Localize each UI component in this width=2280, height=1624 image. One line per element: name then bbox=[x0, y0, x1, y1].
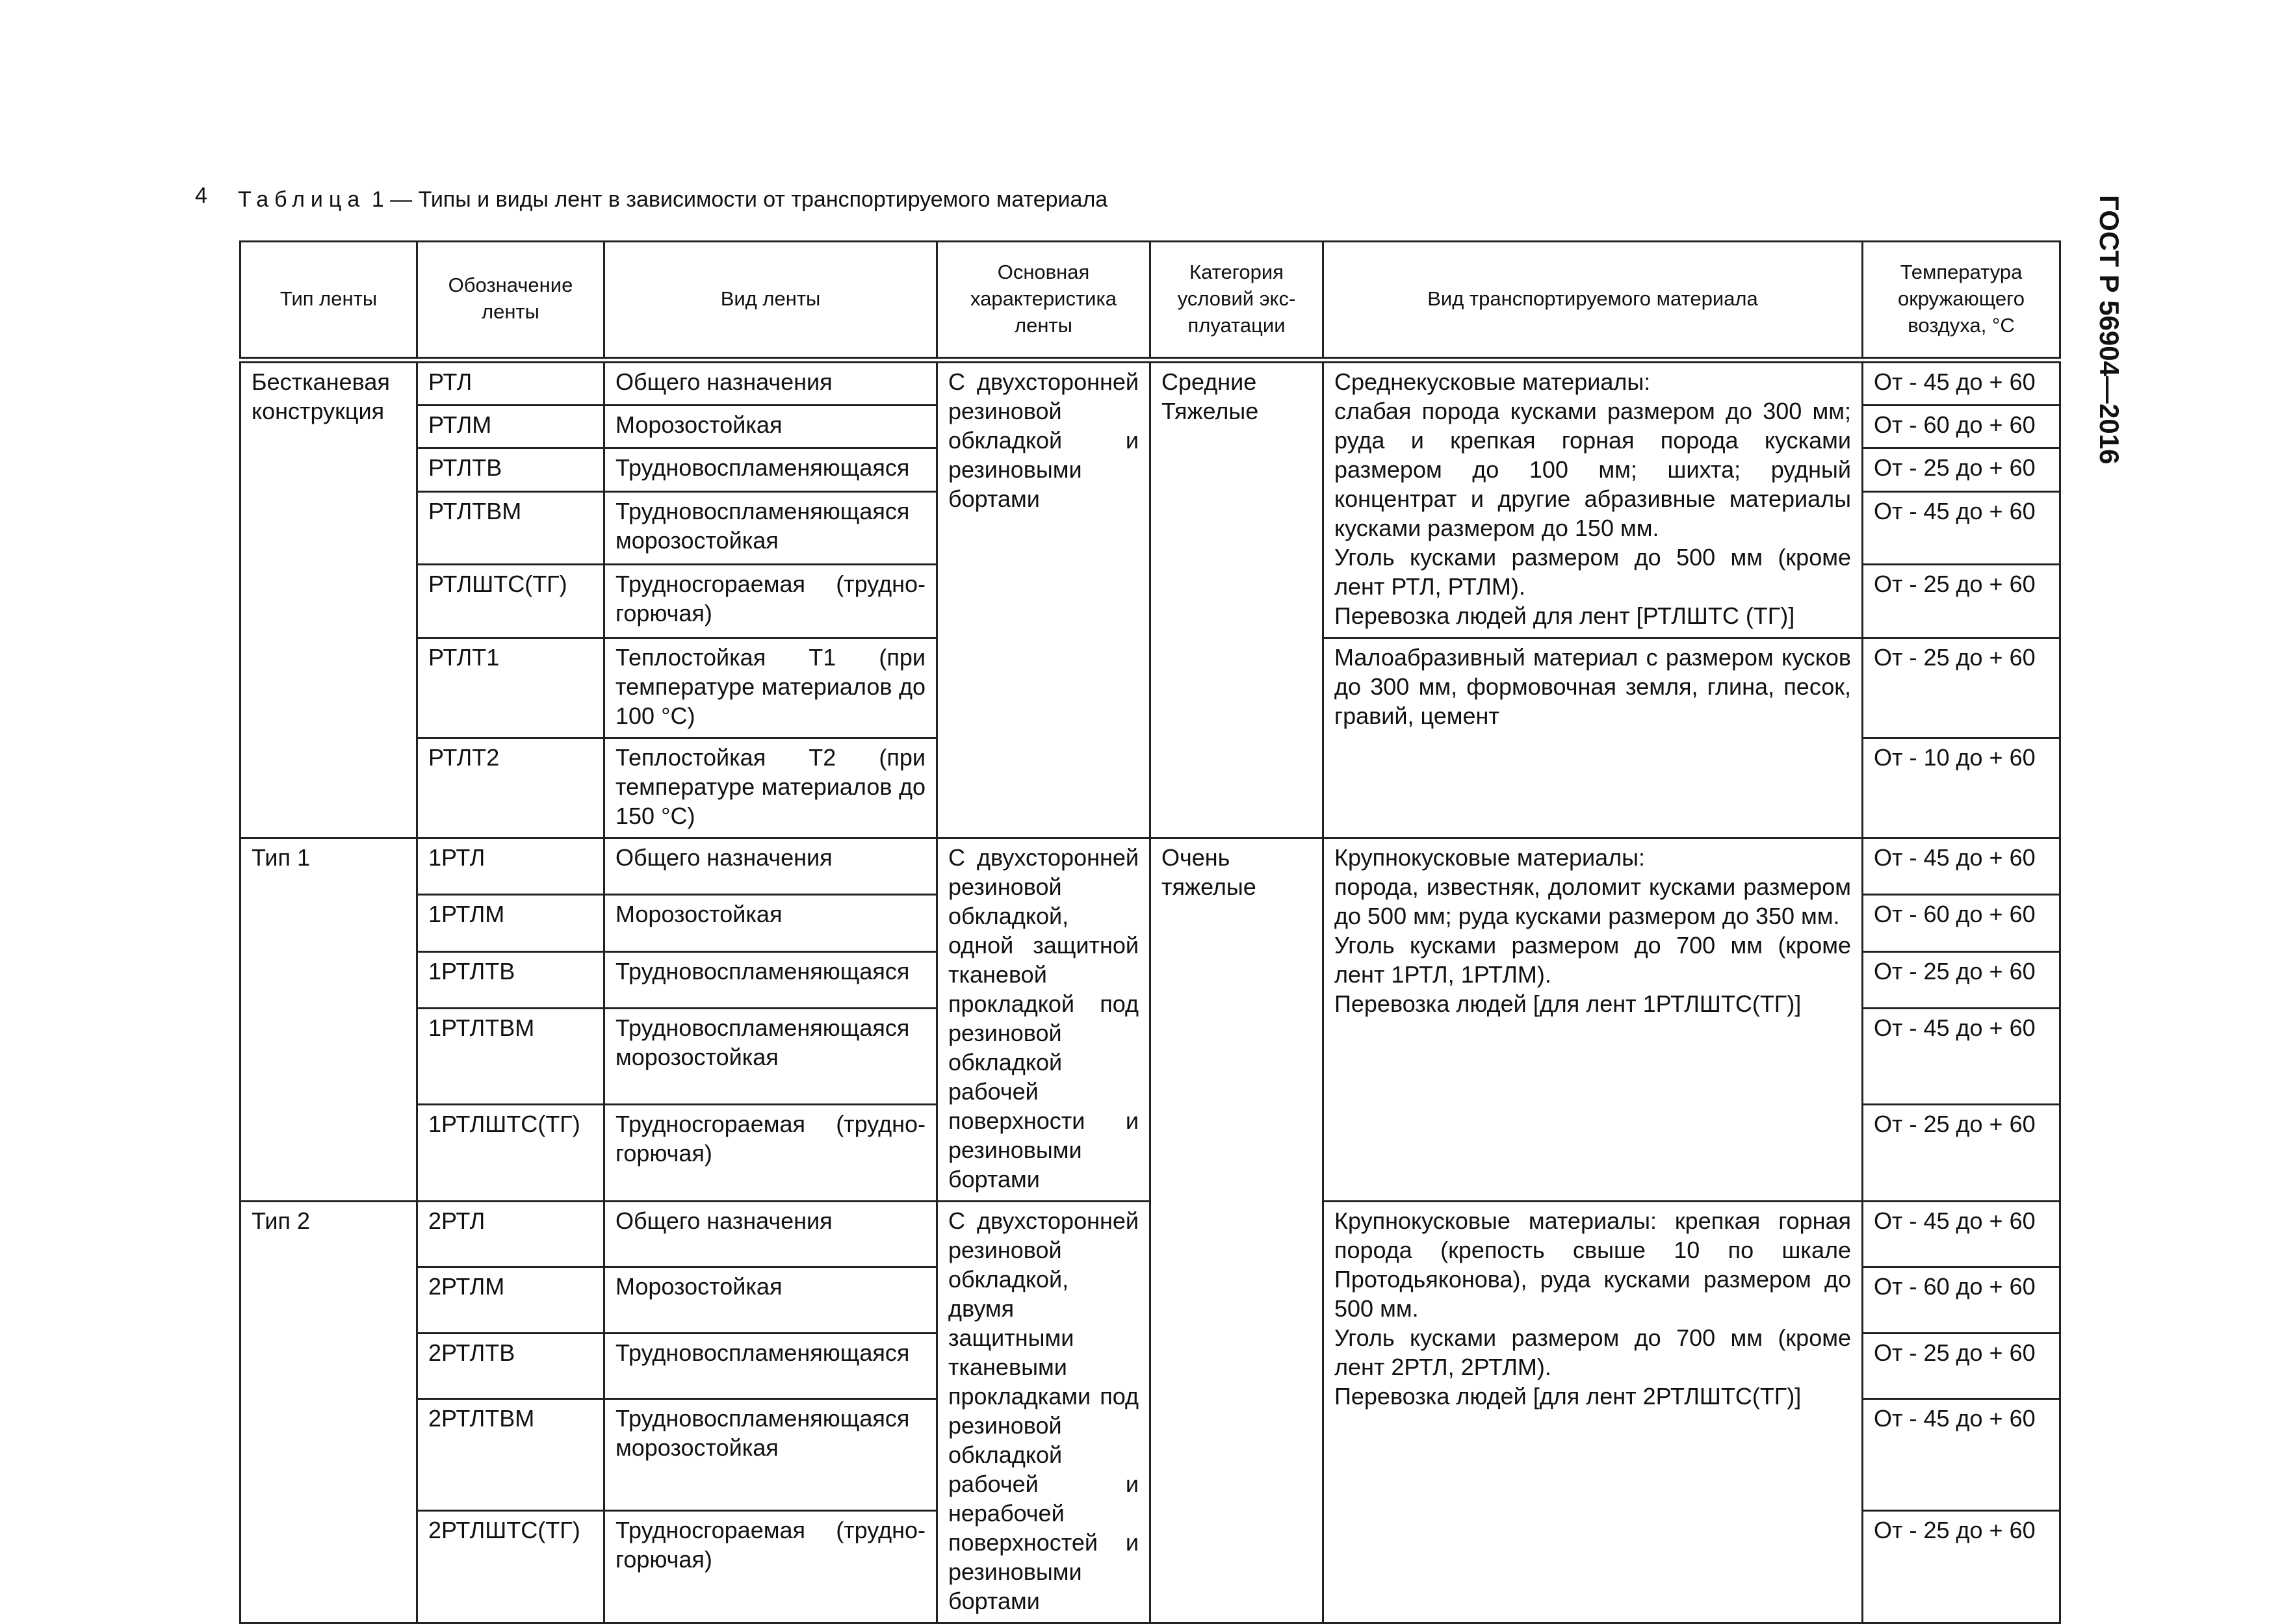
header-kind: Вид ленты bbox=[604, 242, 937, 361]
belt-type-cell: Бестканевая конструкция bbox=[240, 360, 417, 838]
header-category: Категория условий экс-плуатации bbox=[1150, 242, 1323, 361]
belt-kind: Общего назначения bbox=[604, 838, 937, 895]
material-line: Среднекусковые материалы: bbox=[1334, 368, 1651, 395]
belt-code: 1РТЛШТС(ТГ) bbox=[417, 1105, 604, 1202]
page-number: 4 bbox=[195, 183, 207, 208]
header-code: Обозначение ленты bbox=[417, 242, 604, 361]
material-line: Уголь кусками размером до 700 мм (кроме лент 1РТЛ, 1РТЛМ). bbox=[1334, 932, 1851, 988]
material-line: Перевозка людей [для лент 2РТЛШТС(ТГ)] bbox=[1334, 1383, 1802, 1410]
temperature-cell: От - 45 до + 60 bbox=[1863, 1008, 2060, 1105]
document-code: ГОСТ Р 56904—2016 bbox=[2094, 195, 2125, 465]
belt-code: РТЛТ1 bbox=[417, 638, 604, 738]
material-line: Перевозка людей для лент [РТЛШТС (ТГ)] bbox=[1334, 602, 1795, 629]
belt-code: РТЛШТС(ТГ) bbox=[417, 565, 604, 638]
table-row bbox=[240, 838, 2060, 895]
belt-code: 2РТЛТВМ bbox=[417, 1398, 604, 1511]
belt-kind: Общего назначения bbox=[604, 1202, 937, 1267]
material-line: Перевозка людей [для лент 1РТЛШТС(ТГ)] bbox=[1334, 990, 1802, 1017]
belt-code: 2РТЛТВ bbox=[417, 1333, 604, 1398]
belt-kind: Трудносгораемая (трудно-горючая) bbox=[604, 1511, 937, 1623]
belt-kind: Морозостойкая bbox=[604, 406, 937, 448]
belt-kind: Общего назначения bbox=[604, 360, 937, 406]
belt-code: РТЛ bbox=[417, 360, 604, 406]
category-cell: Очень тяжелые bbox=[1150, 838, 1323, 1623]
header-material: Вид транспортируемого материала bbox=[1323, 242, 1863, 361]
temperature-cell: От - 60 до + 60 bbox=[1863, 895, 2060, 951]
material-line: Уголь кусками размером до 500 мм (кроме лент РТЛ, РТЛМ). bbox=[1334, 544, 1851, 600]
temperature-cell: От - 25 до + 60 bbox=[1863, 1105, 2060, 1202]
material-line: Крупнокусковые материалы: bbox=[1334, 844, 1646, 871]
material-cell: Малоабразивный материал с размером кусков до 300 мм, формовочная земля, глина, песок, гравий, цемент bbox=[1323, 638, 1863, 838]
temperature-cell: От - 10 до + 60 bbox=[1863, 738, 2060, 838]
belt-kind: Трудновоспламеняющаяся морозостойкая bbox=[604, 1398, 937, 1511]
belt-kind: Морозостойкая bbox=[604, 895, 937, 951]
header-characteristic: Основная характеристика ленты bbox=[937, 242, 1150, 361]
header-type: Тип ленты bbox=[240, 242, 417, 361]
belt-kind: Трудновоспламеняющаяся bbox=[604, 448, 937, 491]
belt-code: 1РТЛТВ bbox=[417, 951, 604, 1008]
belt-kind: Трудносгораемая (трудно-горючая) bbox=[604, 565, 937, 638]
material-cell bbox=[1323, 838, 1863, 1202]
temperature-cell: От - 25 до + 60 bbox=[1863, 448, 2060, 491]
table-caption bbox=[238, 187, 1108, 213]
category-cell: Средние Тяжелые bbox=[1150, 360, 1323, 838]
table-row bbox=[240, 360, 2060, 406]
temperature-cell: От - 25 до + 60 bbox=[1863, 1333, 2060, 1398]
material-cell bbox=[1323, 1202, 1863, 1623]
belt-kind: Трудносгораемая (трудно-горючая) bbox=[604, 1105, 937, 1202]
belt-kind: Морозостойкая bbox=[604, 1267, 937, 1333]
temperature-cell: От - 45 до + 60 bbox=[1863, 360, 2060, 406]
belt-kind: Трудновоспламеняющаяся bbox=[604, 1333, 937, 1398]
belt-code: 2РТЛ bbox=[417, 1202, 604, 1267]
temperature-cell: От - 25 до + 60 bbox=[1863, 565, 2060, 638]
belt-types-table bbox=[239, 240, 2061, 1624]
belt-code: РТЛТВ bbox=[417, 448, 604, 491]
material-line: Крупнокусковые материалы: крепкая горная порода (крепость свыше 10 по шкале Протодьяконова), руда кусками размером до 500 мм. bbox=[1334, 1207, 1851, 1322]
belt-code: 2РТЛШТС(ТГ) bbox=[417, 1511, 604, 1623]
belt-code: РТЛМ bbox=[417, 406, 604, 448]
belt-type-cell: Тип 1 bbox=[240, 838, 417, 1202]
temperature-cell: От - 45 до + 60 bbox=[1863, 1202, 2060, 1267]
temperature-cell: От - 45 до + 60 bbox=[1863, 1398, 2060, 1511]
belt-kind: Теплостойкая Т1 (при температуре материалов до 100 °С) bbox=[604, 638, 937, 738]
belt-kind: Трудновоспламеняющаяся морозостойкая bbox=[604, 491, 937, 565]
temperature-cell: От - 45 до + 60 bbox=[1863, 838, 2060, 895]
temperature-cell: От - 25 до + 60 bbox=[1863, 1511, 2060, 1623]
belt-code: РТЛТ2 bbox=[417, 738, 604, 838]
belt-code: 1РТЛМ bbox=[417, 895, 604, 951]
header-temperature: Температура окружающего воздуха, °С bbox=[1863, 242, 2060, 361]
belt-code: РТЛТВМ bbox=[417, 491, 604, 565]
belt-type-cell: Тип 2 bbox=[240, 1202, 417, 1623]
material-line: слабая порода кусками размером до 300 мм; руда и крепкая горная порода кусками размером до 100 мм; шихта; рудный концентрат и другие абразивные материалы кусками размером до 150 мм. bbox=[1334, 398, 1851, 541]
characteristic-cell: С двухсторонней резиновой обкладкой, одной защитной тканевой прокладкой под резиновой обкладкой рабочей поверхности и резиновыми бортами bbox=[937, 838, 1150, 1202]
belt-code: 1РТЛ bbox=[417, 838, 604, 895]
belt-code: 1РТЛТВМ bbox=[417, 1008, 604, 1105]
characteristic-cell: С двухсторонней резиновой обкладкой и резиновыми бортами bbox=[937, 360, 1150, 838]
belt-kind: Трудновоспламеняющаяся морозостойкая bbox=[604, 1008, 937, 1105]
belt-kind: Трудновоспламеняющаяся bbox=[604, 951, 937, 1008]
caption-label: Таблица bbox=[238, 187, 366, 212]
temperature-cell: От - 45 до + 60 bbox=[1863, 491, 2060, 565]
caption-number: 1 bbox=[371, 187, 384, 212]
temperature-cell: От - 25 до + 60 bbox=[1863, 951, 2060, 1008]
material-line: Уголь кусками размером до 700 мм (кроме лент 2РТЛ, 2РТЛМ). bbox=[1334, 1324, 1851, 1380]
temperature-cell: От - 60 до + 60 bbox=[1863, 406, 2060, 448]
belt-code: 2РТЛМ bbox=[417, 1267, 604, 1333]
characteristic-cell: С двухсторонней резиновой обкладкой, двумя защитными тканевыми прокладками под резиновой обкладкой рабочей и нерабочей поверхностей и резиновыми бортами bbox=[937, 1202, 1150, 1623]
temperature-cell: От - 60 до + 60 bbox=[1863, 1267, 2060, 1333]
material-line: порода, известняк, доломит кусками размером до 500 мм; руда кусками размером до 350 мм. bbox=[1334, 873, 1851, 929]
belt-kind: Теплостойкая Т2 (при температуре материалов до 150 °С) bbox=[604, 738, 937, 838]
temperature-cell: От - 25 до + 60 bbox=[1863, 638, 2060, 738]
header-row bbox=[240, 242, 2060, 361]
caption-text: — Типы и виды лент в зависимости от транспортируемого материала bbox=[390, 187, 1108, 212]
material-cell bbox=[1323, 360, 1863, 638]
